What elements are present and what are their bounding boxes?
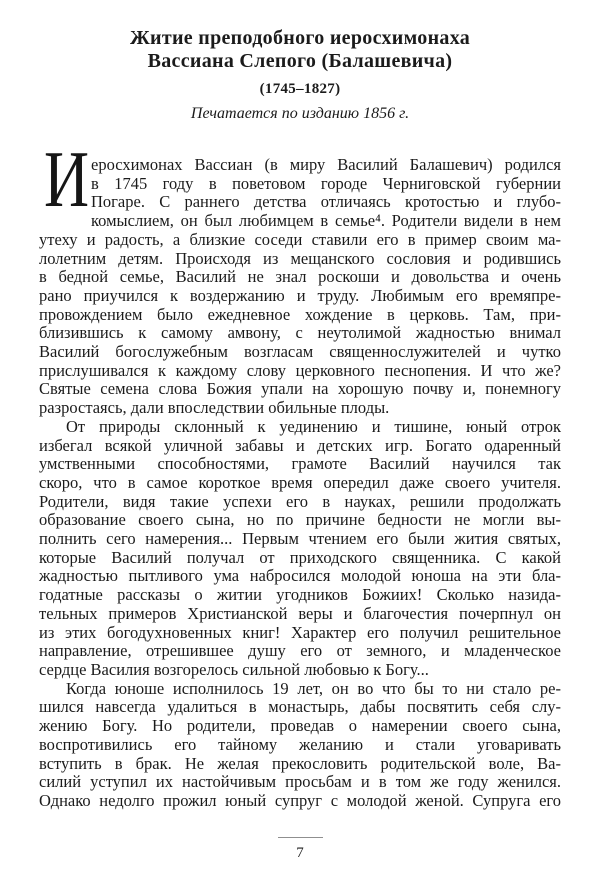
paragraph bbox=[39, 136, 561, 418]
page-number: 7 bbox=[296, 845, 304, 861]
text-line: шился навсегда удалиться в монастырь, дабы посвятить себя слу- bbox=[39, 697, 561, 717]
text-line: скоро, что в самое короткое время опередил даже своего учителя. bbox=[39, 472, 561, 492]
text-line: Василий богослужебным возгласам священнослужителей и чутко bbox=[39, 342, 561, 362]
text-line: комыслием, он был любимцем в семье⁴. Родители видели в нем bbox=[91, 211, 561, 231]
text-line: близившись к самому амвону, с неутолимой жадностью внимал bbox=[39, 323, 561, 343]
text-line: силий уступил их настойчивым просьбам и в том же году женился. bbox=[39, 772, 561, 792]
life-years: (1745–1827) bbox=[259, 81, 341, 97]
text-line: в бедной семье, Василий не знал роскоши и довольства и очень bbox=[39, 267, 561, 287]
text-line: сердце Василия возгорелось сильной любовью к Богу... bbox=[39, 659, 429, 679]
text-line: которые Василий получал от приходского священника. С какой bbox=[39, 547, 561, 567]
text-line: годатные рассказы о житии угодников Божиих! Сколько назида- bbox=[39, 585, 561, 605]
page-title-line-1: Житие преподобного иеросхимонаха bbox=[129, 27, 471, 49]
text-line: жению Богу. Но родители, проведав о намерении своего сына, bbox=[39, 716, 561, 736]
text-line: лолетним детям. Происходя из мещанского сословия и родившись bbox=[39, 248, 561, 268]
text-line: тельных примеров Христианской веры и благочестия почерпнул он bbox=[39, 603, 561, 623]
text-line: Однако недолго прожил юный супруг с молодой женой. Супруга его bbox=[39, 790, 561, 810]
text-line: Родители, видя такие успехи его в науках, решили продолжать bbox=[39, 491, 561, 511]
page-title-line-2: Вассиана Слепого (Балашевича) bbox=[147, 50, 453, 72]
text-line: провождением было ежедневное хождение в церковь. Там, при- bbox=[39, 304, 561, 324]
edition-note: Печатается по изданию 1856 г. bbox=[190, 105, 410, 122]
text-line: разростаясь, дали впоследствии обильные плоды. bbox=[39, 398, 390, 418]
text-line: Когда юноше исполнилось 19 лет, он во что бы то ни стало ре- bbox=[66, 678, 561, 698]
text-line: Погаре. С раннего детства отличаясь кротостью и глубо- bbox=[91, 192, 561, 212]
text-line: рано приучился к воздержанию и труду. Любимым его времяпре- bbox=[39, 285, 561, 305]
page-footer bbox=[0, 837, 600, 862]
text-line: полнить сего намерения... Первым чтением его были жития святых, bbox=[39, 529, 561, 549]
drop-cap: И bbox=[44, 136, 90, 224]
text-line: Святые семена слова Божия упали на хорошую почву и, понемногу bbox=[39, 379, 561, 399]
text-line: вступить в брак. Не желая прекословить родительской воле, Ва- bbox=[39, 753, 561, 773]
text-line: От природы склонный к уединению и тишине, юный отрок bbox=[66, 416, 561, 436]
text-line: из этих богодухновенных книг! Характер его получил решительное bbox=[39, 622, 561, 642]
page-header bbox=[0, 0, 600, 123]
text-line: утеху и радость, а близкие соседи ставили его в пример своим ма- bbox=[39, 229, 561, 249]
paragraph bbox=[39, 680, 561, 811]
text-line: воспротивились его тайному желанию и стали уговаривать bbox=[39, 734, 561, 754]
text-line: умственными способностями, грамоте Василий научился так bbox=[39, 454, 561, 474]
text-line: направление, отрешившее душу его от земного, и младенческое bbox=[39, 641, 561, 661]
text-line: образование своего сына, но по причине бедности не могли вы- bbox=[39, 510, 561, 530]
paragraph bbox=[39, 418, 561, 680]
text-line: в 1745 году в поветовом городе Черниговской губернии bbox=[91, 173, 561, 193]
footer-rule bbox=[278, 837, 323, 838]
text-line: прислушивался к каждому слову церковного песнопения. И что же? bbox=[39, 360, 561, 380]
page-body bbox=[39, 136, 561, 811]
text-line: жадностью пытливого ума набросился молодой юноша на эти бла- bbox=[39, 566, 561, 586]
text-line: избегал всякой уличной забавы и детских игр. Богато одаренный bbox=[39, 435, 561, 455]
text-line: еросхимонах Вассиан (в миру Василий Балашевич) родился bbox=[91, 155, 561, 174]
